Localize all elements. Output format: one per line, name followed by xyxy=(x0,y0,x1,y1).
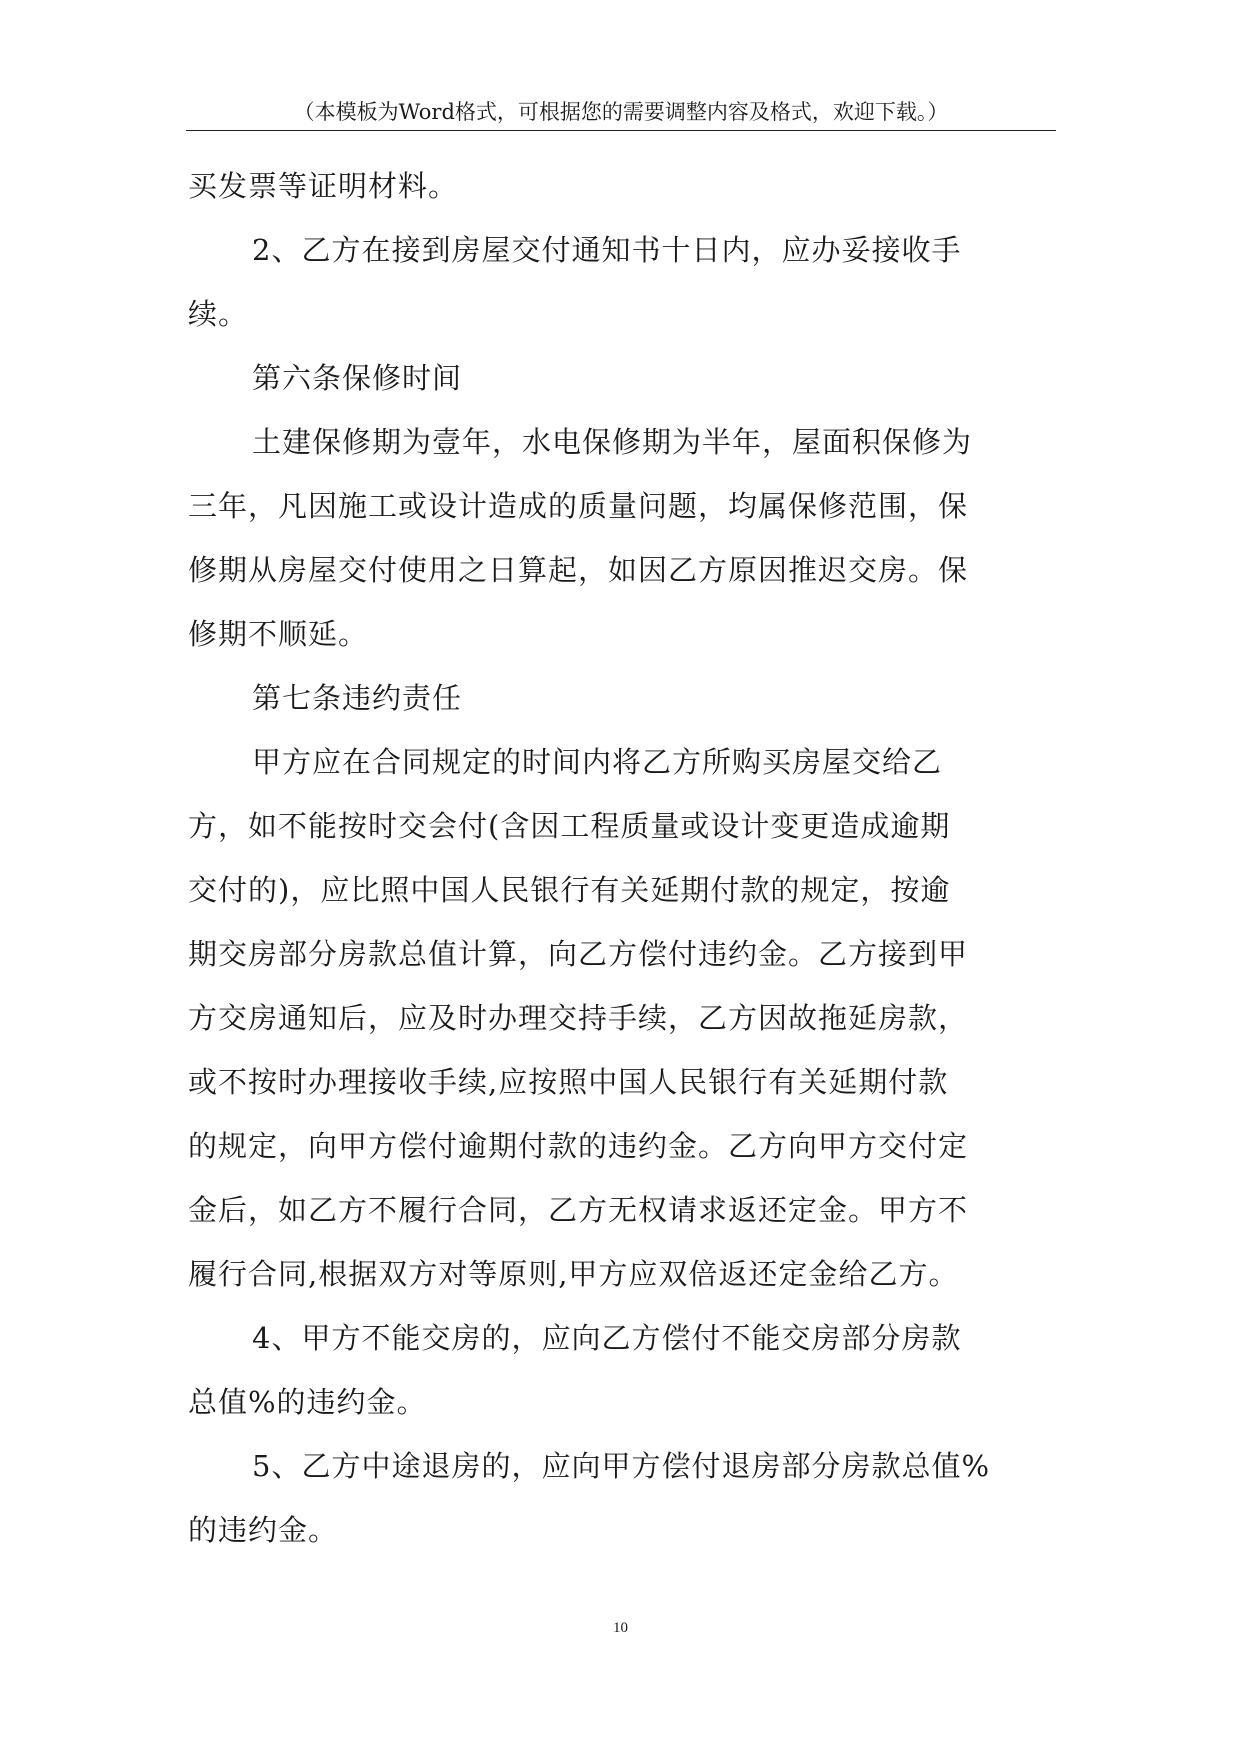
page-number: 10 xyxy=(613,1620,628,1636)
text-line: 方交房通知后，应及时办理交持手续，乙方因故拖延房款， xyxy=(188,1001,969,1035)
text-line: 的违约金。 xyxy=(188,1513,339,1547)
section-heading-7: 第七条违约责任 xyxy=(252,681,463,715)
text-line: 修期不顺延。 xyxy=(188,617,369,651)
text-line: 续。 xyxy=(188,297,249,331)
text-line: 三年，凡因施工或设计造成的质量问题，均属保修范围，保 xyxy=(188,489,969,523)
text-line: 甲方应在合同规定的时间内将乙方所购买房屋交给乙 xyxy=(252,745,943,779)
page-header: （本模板为Word格式，可根据您的需要调整内容及格式，欢迎下载。） xyxy=(293,100,949,124)
text-line: 金后，如乙方不履行合同，乙方无权请求返还定金。甲方不 xyxy=(188,1193,969,1227)
text-line: 5、乙方中途退房的，应向甲方偿付退房部分房款总值% xyxy=(252,1449,991,1483)
text-line: 修期从房屋交付使用之日算起，如因乙方原因推迟交房。保 xyxy=(188,553,969,587)
text-line: 或不按时办理接收手续,应按照中国人民银行有关延期付款 xyxy=(188,1065,949,1099)
text-line: 总值%的违约金。 xyxy=(188,1385,427,1419)
text-line: 4、甲方不能交房的，应向乙方偿付不能交房部分房款 xyxy=(252,1321,962,1355)
text-line: 的规定，向甲方偿付逾期付款的违约金。乙方向甲方交付定 xyxy=(188,1129,969,1163)
text-line: 交付的)，应比照中国人民银行有关延期付款的规定，按逾 xyxy=(188,873,951,907)
text-line: 履行合同,根据双方对等原则,甲方应双倍返还定金给乙方。 xyxy=(188,1257,959,1291)
document-body xyxy=(188,158,1068,1566)
header-divider xyxy=(186,130,1056,131)
text-line: 方，如不能按时交会付(含因工程质量或设计变更造成逾期 xyxy=(188,809,951,843)
section-heading-6: 第六条保修时间 xyxy=(252,361,463,395)
text-line: 期交房部分房款总值计算，向乙方偿付违约金。乙方接到甲 xyxy=(188,937,969,971)
text-line: 2、乙方在接到房屋交付通知书十日内，应办妥接收手 xyxy=(252,233,962,267)
text-line: 买发票等证明材料。 xyxy=(188,169,459,203)
text-line: 土建保修期为壹年，水电保修期为半年，屋面积保修为 xyxy=(252,425,973,459)
